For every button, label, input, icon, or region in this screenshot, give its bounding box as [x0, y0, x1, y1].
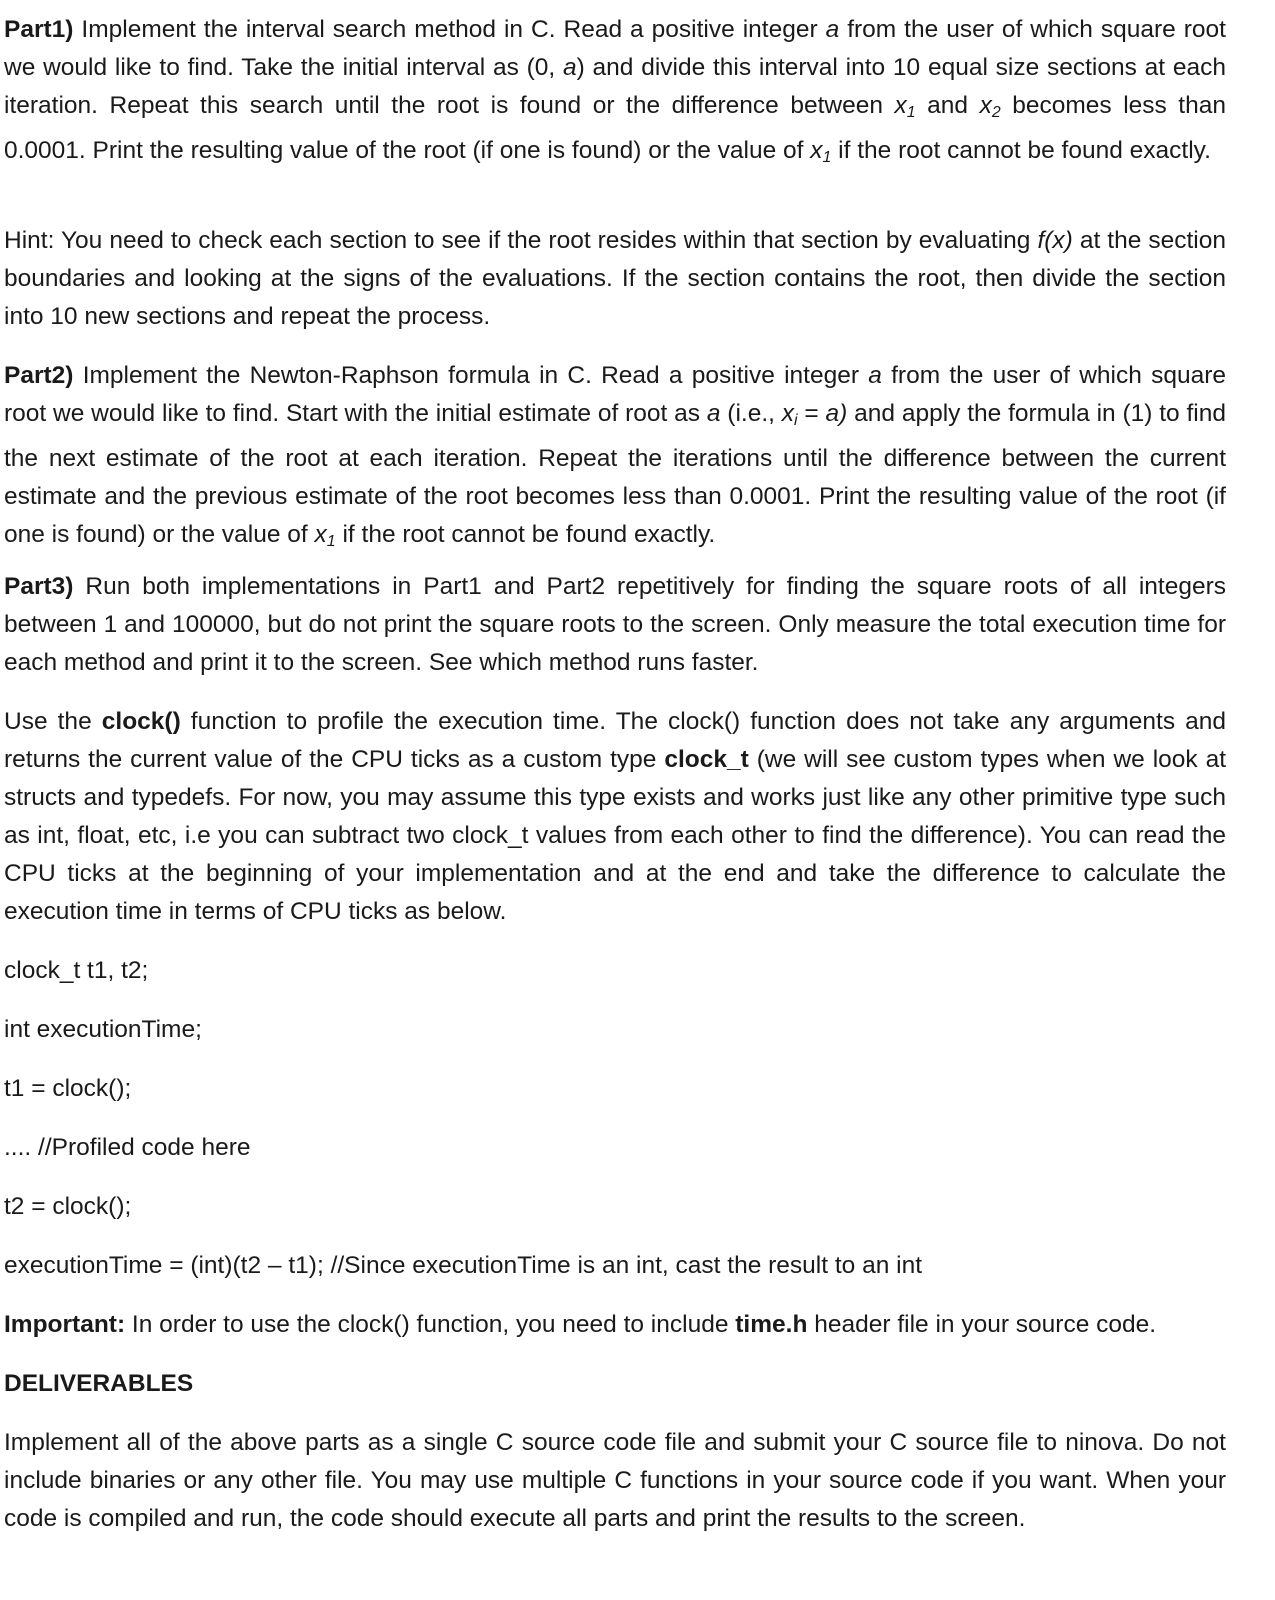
- subscript: 1: [822, 148, 832, 166]
- subscript: 1: [906, 103, 916, 121]
- part2-paragraph: [4, 357, 1226, 561]
- deliverables-paragraph: Implement all of the above parts as a single C source code file and submit your C source file to ninova. Do not include binaries or any other file. You may use multiple C functions in your source code if you want. When your code is compiled and run, the code should execute all parts and print the results to the screen.: [4, 1429, 1226, 1532]
- clock-paragraph: [4, 703, 1226, 931]
- part2-text-2: from the user of which square root we would like to find. Start with the initial estimate of root as: [4, 362, 1226, 427]
- subscript: i: [794, 411, 798, 429]
- var-a: a: [562, 54, 577, 81]
- subscript: 2: [991, 103, 1001, 121]
- part1-paragraph: [4, 11, 1226, 177]
- part3-label: Part3): [4, 573, 74, 600]
- part2-label: Part2): [4, 362, 74, 389]
- part1-text-1: Implement the interval search method in C. Read a positive integer: [73, 16, 826, 43]
- important-text-1: In order to use the clock() function, you need to include: [125, 1311, 736, 1338]
- important-text-2: header file in your source code.: [807, 1311, 1157, 1338]
- clock-text-1: Use the: [4, 708, 102, 735]
- clock-text-2: function to profile the execution time. The clock() function does not take any arguments and returns the current value of the CPU ticks as a custom type: [4, 708, 1227, 773]
- hint-text-2: at the section boundaries and looking at the signs of the evaluations. If the section contains the root, then divide the section into 10 new sections and repeat the process.: [4, 227, 1226, 330]
- part3-text: Run both implementations in Part1 and Part2 repetitively for finding the square roots of all integers between 1 and 100000, but do not print the square roots to the screen. Only measure the total execution time for each method and print it to the screen. See which method runs faster.: [4, 573, 1226, 676]
- part2-text-6: if the root cannot be found exactly.: [335, 520, 716, 548]
- clock-function-name: clock(): [101, 708, 181, 735]
- code-line: .... //Profiled code here: [4, 1134, 251, 1161]
- part2-text-1: Implement the Newton-Raphson formula in C. Read a positive integer: [73, 362, 869, 389]
- clock-text-3: (we will see custom types when we look at structs and typedefs. For now, you may assume this type exists and works just like any other primitive type such as int, float, etc, i.e you can subtract two clock_t values from each other to find the difference). You can read the CPU ticks at the beginning of your implementation and at the end and take the difference to calculate the execution time in terms of CPU ticks as below.: [4, 746, 1227, 925]
- header-file-name: time.h: [735, 1311, 808, 1338]
- code-line: int executionTime;: [4, 1016, 202, 1043]
- part2-text-3: (i.e.,: [720, 400, 782, 427]
- var-a: a: [706, 400, 721, 427]
- hint-paragraph: [4, 222, 1226, 336]
- part1-text-2: from the user of which square root we would like to find. Take the initial interval as (0,: [4, 16, 1226, 81]
- var-a: a: [825, 16, 840, 43]
- var-x: x: [894, 92, 907, 119]
- var-x: x: [979, 92, 992, 119]
- part3-paragraph: [4, 568, 1226, 682]
- part1-label: Part1): [4, 16, 74, 43]
- important-note: [4, 1306, 1156, 1344]
- hint-text-1: Hint: You need to check each section to see if the root resides within that section by evaluating: [4, 227, 1038, 254]
- var-a: a: [868, 362, 882, 389]
- deliverables-heading: [4, 1365, 193, 1403]
- important-label: Important:: [4, 1311, 126, 1338]
- part1-text-5: becomes less than 0.0001. Print the resulting value of the root (if one is found) or the value of: [4, 92, 1226, 164]
- code-line: executionTime = (int)(t2 – t1); //Since executionTime is an int, cast the result to an int: [4, 1252, 923, 1279]
- deliverables-heading-text: DELIVERABLES: [4, 1370, 194, 1397]
- part2-text-4: =: [797, 400, 826, 427]
- clock-t-type-name: clock_t: [664, 746, 749, 773]
- var-x: x: [810, 136, 823, 164]
- var-a: a): [825, 400, 848, 427]
- code-line: t1 = clock();: [4, 1075, 132, 1102]
- part1-text-6: if the root cannot be found exactly.: [831, 136, 1211, 164]
- subscript: 1: [326, 532, 336, 550]
- code-line: clock_t t1, t2;: [4, 957, 149, 984]
- var-x: x: [314, 520, 327, 548]
- part1-text-4: and: [915, 92, 980, 119]
- code-line: t2 = clock();: [4, 1193, 132, 1220]
- part2-text-5: and apply the formula in (1) to find the next estimate of the root at each iteration. Repeat the iterations until the difference between the current estimate and the previous estimate of the root becomes less than 0.0001. Print the resulting value of the root (if one is found) or the value of: [4, 400, 1227, 548]
- part1-text-3: ) and divide this interval into 10 equal size sections at each iteration. Repeat this search until the root is found or the difference between: [4, 54, 1226, 119]
- var-x: x: [781, 400, 795, 427]
- function-fx: f(x): [1037, 227, 1073, 254]
